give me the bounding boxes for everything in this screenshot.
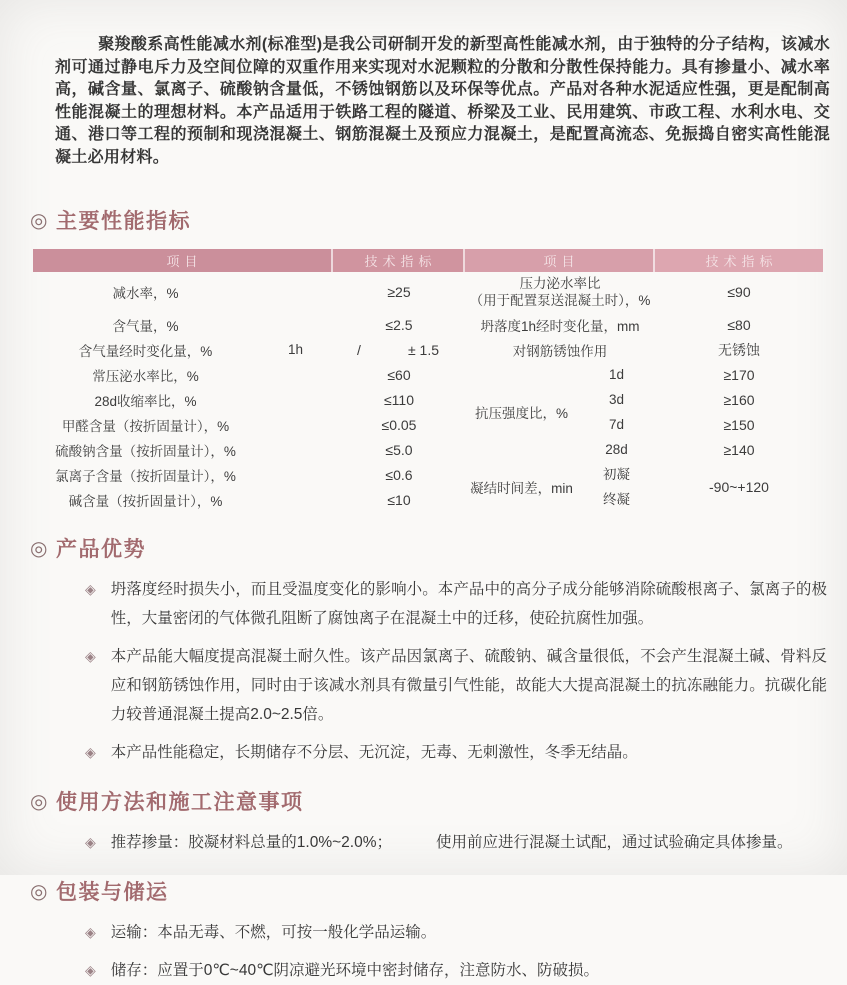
table-cell-spec: ≥170 bbox=[723, 366, 755, 383]
table-cell-spec: ≤60 bbox=[387, 366, 411, 383]
table-cell-item: 对钢筋锈蚀作用 bbox=[512, 343, 608, 359]
bullet-text: 运输：本品无毒、不燃，可按一般化学品运输。 bbox=[110, 924, 437, 941]
table-cell-spec: / ± 1.5 bbox=[357, 341, 439, 358]
table-cell-item: 压力泌水率比 （用于配置泵送混凝土时），% bbox=[469, 276, 651, 308]
bullseye-icon: ◎ bbox=[30, 790, 49, 813]
bullet-text: 本产品能大幅度提高混凝土耐久性。该产品因氯离子、硫酸钠、碱含量很低，不会产生混凝土碱、骨料反应和钢筋锈蚀作用，同时由于该减水剂具有微量引气性能，故能大大提高混凝土的抗冻融能力。抗碳化能力较普通混凝土提高2.0~2.5倍。 bbox=[110, 648, 827, 723]
section-title: 使用方法和施工注意事项 bbox=[55, 791, 304, 814]
section-title: 主要性能指标 bbox=[55, 210, 191, 233]
table-cell-item: 坍落度1h经时变化量，mm bbox=[480, 318, 640, 334]
column-header-item-left: 项目 bbox=[33, 249, 333, 272]
table-cell-spec: ≤80 bbox=[727, 316, 751, 333]
table-cell-setting-group: 凝结时间差，min 初凝 终凝 bbox=[470, 467, 630, 507]
bullet-text: 本产品性能稳定，长期储存不分层、无沉淀，无毒、无刺激性，冬季无结晶。 bbox=[110, 744, 638, 761]
table-cell-item: 氯离子含量（按折固量计），% bbox=[55, 468, 236, 484]
table-cell-strength-group: 抗压强度比，% 1d 3d 7d 28d bbox=[474, 367, 628, 457]
bullet-text: 推荐掺量：胶凝材料总量的1.0%~2.0%； 使用前应进行混凝土试配，通过试验确定具体掺量。 bbox=[110, 834, 793, 851]
list-item bbox=[0, 956, 847, 985]
table-cell-spec: ≤90 bbox=[727, 284, 751, 300]
table-cell-item: 含气量，% bbox=[112, 318, 179, 334]
bullet-text: 坍落度经时损失小，而且受温度变化的影响小。本产品中的高分子成分能够消除硫酸根离子、氯离子的极性，大量密闭的气体微孔阻断了腐蚀离子在混凝土中的迁移，使砼抗腐性加强。 bbox=[110, 581, 827, 627]
advantages-list bbox=[0, 575, 847, 767]
diamond-bullet-icon: ◈ bbox=[85, 581, 96, 597]
table-cell-spec: ≤0.05 bbox=[381, 416, 417, 433]
table-cell-spec: ≥150 bbox=[723, 416, 755, 433]
table-cell-item: 减水率，% bbox=[112, 286, 179, 301]
bullseye-icon: ◎ bbox=[30, 537, 49, 560]
table-cell-item: 含气量经时变化量，% 1h bbox=[78, 342, 304, 359]
table-cell-spec: ≤10 bbox=[387, 491, 411, 508]
list-item bbox=[0, 575, 847, 633]
table-cell-spec: ≥25 bbox=[387, 284, 411, 300]
section-heading-advantages bbox=[30, 533, 847, 563]
list-item bbox=[0, 918, 847, 947]
section-title: 包装与储运 bbox=[55, 881, 169, 904]
diamond-bullet-icon: ◈ bbox=[85, 962, 96, 978]
diamond-bullet-icon: ◈ bbox=[85, 834, 96, 850]
section-heading-packaging bbox=[30, 876, 847, 906]
table-cell-spec: ≤2.5 bbox=[385, 316, 413, 333]
table-cell-item: 常压泌水率比，% bbox=[92, 368, 199, 384]
diamond-bullet-icon: ◈ bbox=[85, 924, 96, 940]
packaging-list bbox=[0, 918, 847, 985]
table-cell-item: 28d收缩率比，% bbox=[94, 393, 197, 409]
intro-paragraph: 聚羧酸系高性能减水剂(标准型)是我公司研制开发的新型高性能减水剂，由于独特的分子结构，该减水剂可通过静电斥力及空间位障的双重作用来实现对水泥颗粒的分散和分散性保持能力。具有掺量小、减水率高，碱含量、氯离子、硫酸钠含量低，不锈蚀钢筋以及环保等优点。产品对各种水泥适应性强，更是配制高性能混凝土的理想材料。本产品适用于铁路工程的隧道、桥梁及工业、民用建筑、市政工程、水利水电、交通、港口等工程的预制和现浇混凝土、钢筋混凝土及预应力混凝土，是配置高流态、免振捣自密实高性能混凝土必用材料。 bbox=[55, 36, 830, 166]
performance-table bbox=[33, 249, 823, 512]
section-title: 产品优势 bbox=[55, 538, 146, 561]
list-item bbox=[0, 738, 847, 767]
bullseye-icon: ◎ bbox=[30, 209, 49, 232]
list-item bbox=[0, 828, 847, 857]
table-cell-spec: -90~+120 bbox=[709, 479, 769, 495]
column-header-spec-left: 技术指标 bbox=[333, 249, 465, 272]
table-cell-spec: ≥140 bbox=[723, 441, 755, 458]
table-cell-item: 甲醛含量（按折固量计），% bbox=[61, 418, 230, 434]
table-cell-spec: ≤5.0 bbox=[385, 441, 413, 458]
section-heading-performance bbox=[30, 205, 847, 235]
diamond-bullet-icon: ◈ bbox=[85, 648, 96, 664]
bullseye-icon: ◎ bbox=[30, 880, 49, 903]
table-cell-spec: 无锈蚀 bbox=[718, 341, 760, 358]
list-item bbox=[0, 642, 847, 729]
bullet-text: 储存：应置于0℃~40℃阴凉避光环境中密封储存，注意防水、防破损。 bbox=[110, 962, 600, 979]
diamond-bullet-icon: ◈ bbox=[85, 744, 96, 760]
table-cell-spec: ≥160 bbox=[723, 391, 755, 408]
table-cell-spec: ≤110 bbox=[383, 391, 414, 408]
table-cell-item: 碱含量（按折固量计），% bbox=[68, 493, 223, 509]
table-cell-spec: ≤0.6 bbox=[385, 466, 413, 483]
column-header-item-right: 项目 bbox=[465, 249, 655, 272]
section-heading-usage bbox=[30, 786, 847, 816]
column-header-spec-right: 技术指标 bbox=[655, 249, 823, 272]
table-cell-item: 硫酸钠含量（按折固量计），% bbox=[55, 443, 236, 459]
usage-list bbox=[0, 828, 847, 857]
